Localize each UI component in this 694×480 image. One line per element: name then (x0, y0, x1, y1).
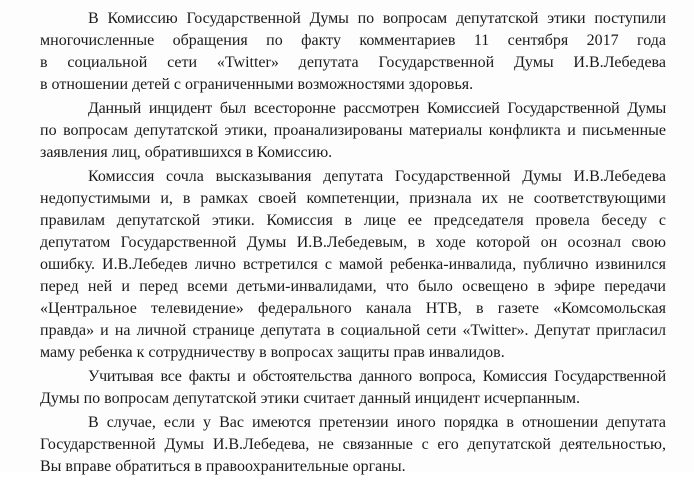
text-line: В Комиссию Государственной Думы по вопросам депутатской этики поступили (88, 10, 666, 27)
text-line: Вы вправе обратиться в правоохранительные органы. (40, 458, 406, 475)
text-line: по вопросам депутатской этики, проанализированы материалы конфликта и письменные (40, 122, 666, 139)
text-line: в отношении детей с ограниченными возможностями здоровья. (40, 76, 474, 93)
text-line: Учитывая все факты и обстоятельства данного вопроса, Комиссия Государственной (88, 368, 666, 385)
text-line: заявления лиц, обратившихся в Комиссию. (40, 144, 333, 161)
text-line: депутатом Государственной Думы И.В.Лебедевым, в ходе которой он осознал свою (40, 234, 666, 251)
text-line: правилам депутатской этики. Комиссия в лице ее председателя провела беседу с (40, 212, 666, 229)
text-line: Комиссия сочла высказывания депутата Государственной Думы И.В.Лебедева (88, 168, 666, 185)
text-line: маму ребенка к сотрудничеству в вопросах защиты прав инвалидов. (40, 344, 505, 361)
text-line: правда» и на личной странице депутата в социальной сети «Twitter». Депутат пригласил (40, 322, 666, 339)
text-line: Данный инцидент был всесторонне рассмотрен Комиссией Государственной Думы (88, 100, 666, 117)
paragraph-5 (40, 412, 666, 478)
text-line: «Центральное телевидение» федерального канала НТВ, в газете «Комсомольская (40, 300, 666, 317)
text-line: многочисленные обращения по факту комментариев 11 сентября 2017 года (40, 32, 666, 49)
paragraph-1 (40, 8, 666, 96)
text-line: недопустимыми и, в рамках своей компетенции, признала их не соответствующими (40, 190, 666, 207)
paragraph-4 (40, 366, 666, 410)
paragraph-2 (40, 98, 666, 164)
letter-body (40, 8, 666, 480)
text-line: в социальной сети «Twitter» депутата Государственной Думы И.В.Лебедева (40, 54, 666, 71)
text-line: Государственной Думы И.В.Лебедева, не связанные с его депутатской деятельностью, (40, 436, 666, 453)
text-line: В случае, если у Вас имеются претензии иного порядка в отношении депутата (88, 414, 666, 431)
paragraph-3 (40, 166, 666, 364)
text-line: Думы по вопросам депутатской этики считает данный инцидент исчерпанным. (40, 390, 580, 407)
text-line: ошибку. И.В.Лебедев лично встретился с мамой ребенка-инвалида, публично извинился (40, 256, 666, 273)
text-line: перед ней и перед всеми детьми-инвалидами, что было освещено в эфире передачи (40, 278, 666, 295)
